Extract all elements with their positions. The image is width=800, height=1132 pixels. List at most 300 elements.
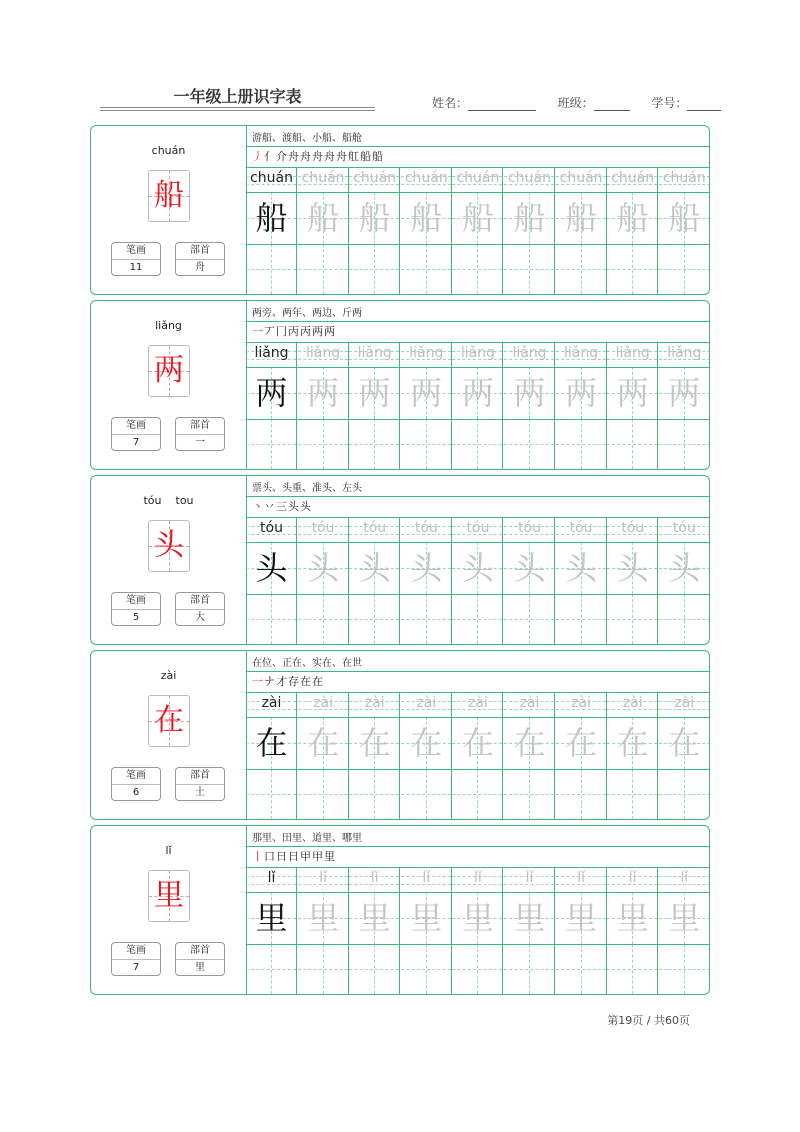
pinyin-trace: chuán	[456, 170, 500, 186]
pinyin-practice-cell[interactable]	[607, 168, 658, 192]
character-info-panel	[91, 826, 247, 994]
character-practice-cell[interactable]	[246, 892, 297, 944]
stroke-count-box	[111, 417, 161, 451]
character-trace: 船	[616, 199, 649, 237]
character-trace: 船	[565, 199, 598, 237]
pinyin-practice-cell[interactable]	[556, 868, 607, 892]
pinyin-trace: zài	[467, 695, 488, 711]
character-trace: 头	[358, 549, 391, 587]
character-model: 两	[255, 374, 288, 412]
radical-box	[175, 242, 225, 276]
empty-practice-cell[interactable]	[246, 944, 297, 994]
character-practice-cell[interactable]	[349, 717, 400, 769]
pinyin-trace: zài	[364, 695, 385, 711]
empty-practice-cell[interactable]	[659, 594, 710, 644]
empty-practice-cell[interactable]	[452, 769, 503, 819]
radical-value: 舟	[195, 262, 205, 273]
character-glyph: 在	[154, 703, 184, 738]
pinyin-practice-cell[interactable]	[246, 693, 297, 717]
practice-grid	[246, 476, 710, 644]
stroke-step: 舟	[288, 150, 299, 163]
empty-practice-cell[interactable]	[556, 944, 607, 994]
radical-label: 部首	[176, 593, 224, 610]
stroke-step: 丷	[264, 500, 275, 513]
pinyin-trace: chuán	[611, 170, 655, 186]
character-trace: 在	[358, 724, 391, 762]
pinyin-trace: tóu	[621, 520, 645, 536]
empty-practice-cell[interactable]	[659, 769, 710, 819]
stroke-step: 三	[276, 500, 287, 513]
pinyin-trace: lǐ	[474, 870, 482, 886]
character-practice-cell[interactable]	[556, 542, 607, 594]
stroke-count-label: 笔画	[112, 243, 160, 260]
character-practice-cell[interactable]	[298, 892, 349, 944]
character-practice-cell[interactable]	[401, 892, 452, 944]
empty-practice-cell[interactable]	[556, 769, 607, 819]
stroke-step: 船	[372, 150, 383, 163]
empty-practice-cell[interactable]	[298, 244, 349, 294]
title-underline	[100, 110, 375, 111]
pinyin-practice-cell[interactable]	[452, 518, 503, 542]
stroke-order	[252, 849, 336, 865]
character-trace: 两	[307, 374, 340, 412]
stroke-count-label: 笔画	[112, 418, 160, 435]
empty-practice-cell[interactable]	[452, 944, 503, 994]
empty-practice-cell[interactable]	[401, 594, 452, 644]
pinyin-practice-cell[interactable]	[504, 168, 555, 192]
character-practice-cell[interactable]	[556, 192, 607, 244]
character-practice-cell[interactable]	[349, 367, 400, 419]
page-header	[0, 0, 800, 125]
pinyin-practice-cell[interactable]	[401, 343, 452, 367]
empty-practice-cell[interactable]	[556, 594, 607, 644]
pinyin-practice-cell[interactable]	[659, 693, 710, 717]
character-trace: 里	[616, 899, 649, 937]
character-trace: 里	[307, 899, 340, 937]
empty-practice-cell[interactable]	[298, 594, 349, 644]
stroke-step: 丙	[300, 325, 311, 338]
character-practice-cell[interactable]	[246, 367, 297, 419]
pinyin-practice-cell[interactable]	[298, 518, 349, 542]
pinyin-practice-cell[interactable]	[556, 168, 607, 192]
pinyin-trace: chuán	[662, 170, 706, 186]
empty-practice-cell[interactable]	[659, 244, 710, 294]
stroke-step: 丨	[252, 850, 263, 863]
empty-practice-cell[interactable]	[298, 944, 349, 994]
pinyin-trace: tóu	[672, 520, 696, 536]
stroke-step: 在	[300, 675, 311, 688]
pinyin-practice-cell[interactable]	[556, 518, 607, 542]
character-practice-cell[interactable]	[401, 367, 452, 419]
empty-practice-cell[interactable]	[607, 769, 658, 819]
character-practice-cell[interactable]	[659, 192, 710, 244]
character-practice-cell[interactable]	[452, 892, 503, 944]
stroke-step: 日	[276, 850, 287, 863]
empty-practice-cell[interactable]	[504, 769, 555, 819]
pinyin-trace: tóu	[569, 520, 593, 536]
character-trace: 两	[668, 374, 701, 412]
empty-practice-cell[interactable]	[401, 769, 452, 819]
character-practice-cell[interactable]	[504, 192, 555, 244]
radical-value: 大	[195, 612, 205, 623]
character-practice-cell[interactable]	[607, 192, 658, 244]
stroke-order	[252, 674, 324, 690]
pinyin-practice-cell[interactable]	[246, 343, 297, 367]
character-practice-cell[interactable]	[556, 717, 607, 769]
empty-practice-cell[interactable]	[246, 419, 297, 469]
character-practice-cell[interactable]	[659, 717, 710, 769]
character-trace: 头	[668, 549, 701, 587]
pinyin-trace: liǎng	[409, 345, 444, 361]
character-practice-cell[interactable]	[607, 542, 658, 594]
character-trace: 头	[565, 549, 598, 587]
stroke-step: 舟	[300, 150, 311, 163]
stroke-step: 丙	[288, 325, 299, 338]
character-practice-cell[interactable]	[659, 367, 710, 419]
stroke-count-label: 笔画	[112, 768, 160, 785]
stroke-count-value: 6	[132, 787, 140, 798]
number-field[interactable]	[687, 98, 721, 111]
character-practice-cell[interactable]	[659, 892, 710, 944]
character-pinyin: zài	[160, 669, 177, 682]
stroke-count-box	[111, 242, 161, 276]
empty-practice-cell[interactable]	[452, 244, 503, 294]
example-words: 在位、正在、实在、在世	[252, 658, 362, 669]
pinyin-practice-cell[interactable]	[659, 518, 710, 542]
name-field[interactable]	[468, 98, 536, 111]
pinyin-main: tóu	[143, 494, 162, 507]
character-info-panel	[91, 476, 247, 644]
character-practice-cell[interactable]	[607, 892, 658, 944]
character-trace: 在	[461, 724, 494, 762]
pinyin-practice-cell[interactable]	[349, 868, 400, 892]
practice-grid	[246, 126, 710, 294]
number-label: 学号：	[651, 96, 688, 110]
pinyin-practice-cell[interactable]	[504, 343, 555, 367]
stroke-step: 在	[312, 675, 323, 688]
student-info-fields	[432, 94, 721, 111]
stroke-step: 头	[300, 500, 311, 513]
character-display-box	[148, 345, 190, 397]
example-words: 那里、田里、道里、哪里	[252, 833, 362, 844]
character-practice-cell[interactable]	[607, 367, 658, 419]
pinyin-practice-cell[interactable]	[607, 693, 658, 717]
character-trace: 船	[668, 199, 701, 237]
pinyin-trace: tóu	[466, 520, 490, 536]
grid-line	[246, 496, 710, 497]
character-practice-cell[interactable]	[504, 892, 555, 944]
character-practice-cell[interactable]	[452, 192, 503, 244]
pinyin-practice-cell[interactable]	[401, 168, 452, 192]
empty-practice-cell[interactable]	[452, 594, 503, 644]
stroke-step: 口	[264, 850, 275, 863]
character-trace: 里	[668, 899, 701, 937]
grid-line	[246, 146, 710, 147]
empty-practice-cell[interactable]	[401, 419, 452, 469]
character-info-panel	[91, 126, 247, 294]
radical-label: 部首	[176, 418, 224, 435]
pinyin-practice-cell[interactable]	[401, 693, 452, 717]
character-pinyin	[91, 494, 246, 507]
character-trace: 里	[461, 899, 494, 937]
character-display-box	[148, 695, 190, 747]
character-glyph: 里	[154, 878, 184, 913]
stroke-step: 舟	[312, 150, 323, 163]
pinyin-practice-cell[interactable]	[349, 693, 400, 717]
empty-practice-cell[interactable]	[298, 769, 349, 819]
stroke-count-box	[111, 592, 161, 626]
empty-practice-cell[interactable]	[659, 419, 710, 469]
empty-practice-cell[interactable]	[556, 244, 607, 294]
pinyin-practice-cell[interactable]	[349, 343, 400, 367]
stroke-step: 丿	[252, 150, 263, 163]
character-practice-cell[interactable]	[607, 717, 658, 769]
character-practice-cell[interactable]	[246, 192, 297, 244]
pinyin-trace: liǎng	[460, 345, 495, 361]
character-display-box	[148, 170, 190, 222]
stroke-order	[252, 499, 312, 515]
class-field[interactable]	[594, 98, 630, 111]
character-practice-cell[interactable]	[349, 192, 400, 244]
character-practice-cell[interactable]	[659, 542, 710, 594]
radical-label: 部首	[176, 768, 224, 785]
page-number: 第19页 / 共60页	[607, 1014, 690, 1027]
character-trace: 里	[410, 899, 443, 937]
stroke-count-value: 11	[129, 262, 143, 273]
pinyin-trace: zài	[622, 695, 643, 711]
example-words: 游船、渡船、小船、船舱	[252, 133, 362, 144]
pinyin-practice-cell[interactable]	[401, 518, 452, 542]
pinyin-trace: lǐ	[628, 870, 637, 886]
character-card	[90, 825, 710, 995]
character-trace: 两	[616, 374, 649, 412]
character-card	[90, 125, 710, 295]
stroke-step: 存	[288, 675, 299, 688]
pinyin-practice-cell[interactable]	[607, 343, 658, 367]
radical-box	[175, 417, 225, 451]
stroke-step: 介	[276, 150, 287, 163]
stroke-step: 丆	[264, 325, 275, 338]
pinyin-practice-cell[interactable]	[607, 518, 658, 542]
stroke-count-label: 笔画	[112, 943, 160, 960]
character-practice-cell[interactable]	[452, 367, 503, 419]
pinyin-practice-cell[interactable]	[349, 518, 400, 542]
character-trace: 里	[513, 899, 546, 937]
empty-practice-cell[interactable]	[607, 244, 658, 294]
pinyin-practice-cell[interactable]	[298, 168, 349, 192]
pinyin-practice-cell[interactable]	[659, 168, 710, 192]
empty-practice-cell[interactable]	[607, 419, 658, 469]
stroke-step: 亻	[264, 150, 275, 163]
character-practice-cell[interactable]	[246, 542, 297, 594]
radical-box	[175, 592, 225, 626]
grid-line	[246, 944, 710, 945]
character-glyph: 船	[154, 178, 184, 213]
empty-practice-cell[interactable]	[504, 594, 555, 644]
character-practice-cell[interactable]	[452, 542, 503, 594]
empty-practice-cell[interactable]	[349, 419, 400, 469]
pinyin-practice-cell[interactable]	[401, 868, 452, 892]
pinyin-practice-cell[interactable]	[246, 518, 297, 542]
character-model: 船	[255, 199, 288, 237]
pinyin-trace: chuán	[301, 170, 345, 186]
empty-practice-cell[interactable]	[607, 944, 658, 994]
pinyin-trace: chuán	[559, 170, 603, 186]
radical-box	[175, 942, 225, 976]
empty-practice-cell[interactable]	[401, 244, 452, 294]
character-glyph: 两	[154, 353, 184, 388]
character-trace: 里	[565, 899, 598, 937]
character-trace: 船	[513, 199, 546, 237]
character-practice-cell[interactable]	[298, 367, 349, 419]
radical-label: 部首	[176, 943, 224, 960]
grid-line	[246, 244, 710, 245]
character-card	[90, 475, 710, 645]
radical-value: 里	[195, 962, 205, 973]
pinyin-trace: liǎng	[357, 345, 392, 361]
empty-practice-cell[interactable]	[659, 944, 710, 994]
pinyin-trace: tóu	[363, 520, 387, 536]
character-card	[90, 300, 710, 470]
stroke-count-value: 7	[132, 437, 140, 448]
pinyin-practice-cell[interactable]	[452, 693, 503, 717]
pinyin-practice-cell[interactable]	[246, 868, 297, 892]
character-display-box	[148, 870, 190, 922]
pinyin-practice-cell[interactable]	[504, 868, 555, 892]
pinyin-practice-cell[interactable]	[452, 868, 503, 892]
empty-practice-cell[interactable]	[349, 769, 400, 819]
pinyin-trace: lǐ	[525, 870, 534, 886]
stroke-count-box	[111, 767, 161, 801]
empty-practice-cell[interactable]	[349, 944, 400, 994]
character-practice-cell[interactable]	[452, 717, 503, 769]
character-practice-cell[interactable]	[246, 717, 297, 769]
pinyin-practice-cell[interactable]	[246, 168, 297, 192]
radical-label: 部首	[176, 243, 224, 260]
pinyin-trace: lǐ	[577, 870, 585, 886]
pinyin-practice-cell[interactable]	[452, 168, 503, 192]
empty-practice-cell[interactable]	[246, 244, 297, 294]
character-practice-cell[interactable]	[298, 542, 349, 594]
character-practice-cell[interactable]	[504, 367, 555, 419]
character-trace: 船	[410, 199, 443, 237]
pinyin-practice-cell[interactable]	[298, 693, 349, 717]
pinyin-trace: tóu	[518, 520, 541, 536]
pinyin-trace: liǎng	[512, 345, 547, 361]
character-trace: 在	[513, 724, 546, 762]
stroke-count-value: 5	[132, 612, 140, 623]
character-practice-cell[interactable]	[504, 542, 555, 594]
character-practice-cell[interactable]	[298, 717, 349, 769]
character-glyph: 头	[154, 528, 184, 563]
empty-practice-cell[interactable]	[504, 244, 555, 294]
pinyin-practice-cell[interactable]	[298, 868, 349, 892]
character-trace: 在	[410, 724, 443, 762]
pinyin-trace: zài	[313, 695, 333, 711]
character-practice-cell[interactable]	[556, 892, 607, 944]
grid-line	[246, 671, 710, 672]
character-pinyin: chuán	[151, 144, 186, 157]
pinyin-trace: liǎng	[615, 345, 650, 361]
pinyin-practice-cell[interactable]	[504, 518, 555, 542]
character-trace: 两	[513, 374, 546, 412]
stroke-step: 船	[360, 150, 371, 163]
pinyin-practice-cell[interactable]	[659, 343, 710, 367]
character-practice-cell[interactable]	[401, 192, 452, 244]
stroke-step: 舡	[348, 150, 359, 163]
character-practice-cell[interactable]	[349, 542, 400, 594]
pinyin-practice-cell[interactable]	[298, 343, 349, 367]
stroke-order	[252, 324, 336, 340]
stroke-step: 甲	[300, 850, 311, 863]
pinyin-trace: chuán	[404, 170, 448, 186]
grid-line	[246, 594, 710, 595]
character-trace: 在	[668, 724, 701, 762]
empty-practice-cell[interactable]	[452, 419, 503, 469]
pinyin-practice-cell[interactable]	[556, 343, 607, 367]
empty-practice-cell[interactable]	[504, 944, 555, 994]
stroke-step: 冂	[276, 325, 287, 338]
pinyin-trace: lǐ	[370, 870, 379, 886]
pinyin-trace: tóu	[414, 520, 438, 536]
character-practice-cell[interactable]	[298, 192, 349, 244]
name-label: 姓名：	[432, 96, 469, 110]
character-trace: 两	[410, 374, 443, 412]
pinyin-trace: tóu	[311, 520, 335, 536]
character-trace: 两	[358, 374, 391, 412]
character-practice-cell[interactable]	[556, 367, 607, 419]
empty-practice-cell[interactable]	[607, 594, 658, 644]
pinyin-practice-cell[interactable]	[349, 168, 400, 192]
pinyin-model: lǐ	[267, 870, 276, 886]
character-pinyin: lǐ	[165, 844, 172, 857]
pinyin-practice-cell[interactable]	[659, 868, 710, 892]
character-info-panel	[91, 651, 247, 819]
character-trace: 在	[565, 724, 598, 762]
pinyin-practice-cell[interactable]	[504, 693, 555, 717]
character-trace: 头	[307, 549, 340, 587]
pinyin-practice-cell[interactable]	[556, 693, 607, 717]
empty-practice-cell[interactable]	[298, 419, 349, 469]
character-trace: 船	[307, 199, 340, 237]
grid-line	[246, 321, 710, 322]
pinyin-model: tóu	[260, 520, 283, 536]
pinyin-practice-cell[interactable]	[452, 343, 503, 367]
pinyin-model: liǎng	[254, 345, 289, 361]
stroke-step: 才	[276, 675, 287, 688]
pinyin-model: zài	[261, 695, 282, 711]
empty-practice-cell[interactable]	[246, 594, 297, 644]
pinyin-practice-cell[interactable]	[607, 868, 658, 892]
example-words: 两旁、两年、两边、斤两	[252, 308, 362, 319]
stroke-step: 舟	[324, 150, 335, 163]
character-trace: 头	[410, 549, 443, 587]
empty-practice-cell[interactable]	[504, 419, 555, 469]
character-trace: 里	[358, 899, 391, 937]
character-practice-cell[interactable]	[401, 542, 452, 594]
empty-practice-cell[interactable]	[246, 769, 297, 819]
stroke-step: ナ	[264, 675, 275, 688]
character-practice-cell[interactable]	[401, 717, 452, 769]
empty-practice-cell[interactable]	[349, 594, 400, 644]
empty-practice-cell[interactable]	[556, 419, 607, 469]
empty-practice-cell[interactable]	[401, 944, 452, 994]
character-trace: 头	[616, 549, 649, 587]
character-practice-cell[interactable]	[504, 717, 555, 769]
empty-practice-cell[interactable]	[349, 244, 400, 294]
character-practice-cell[interactable]	[349, 892, 400, 944]
character-card	[90, 650, 710, 820]
